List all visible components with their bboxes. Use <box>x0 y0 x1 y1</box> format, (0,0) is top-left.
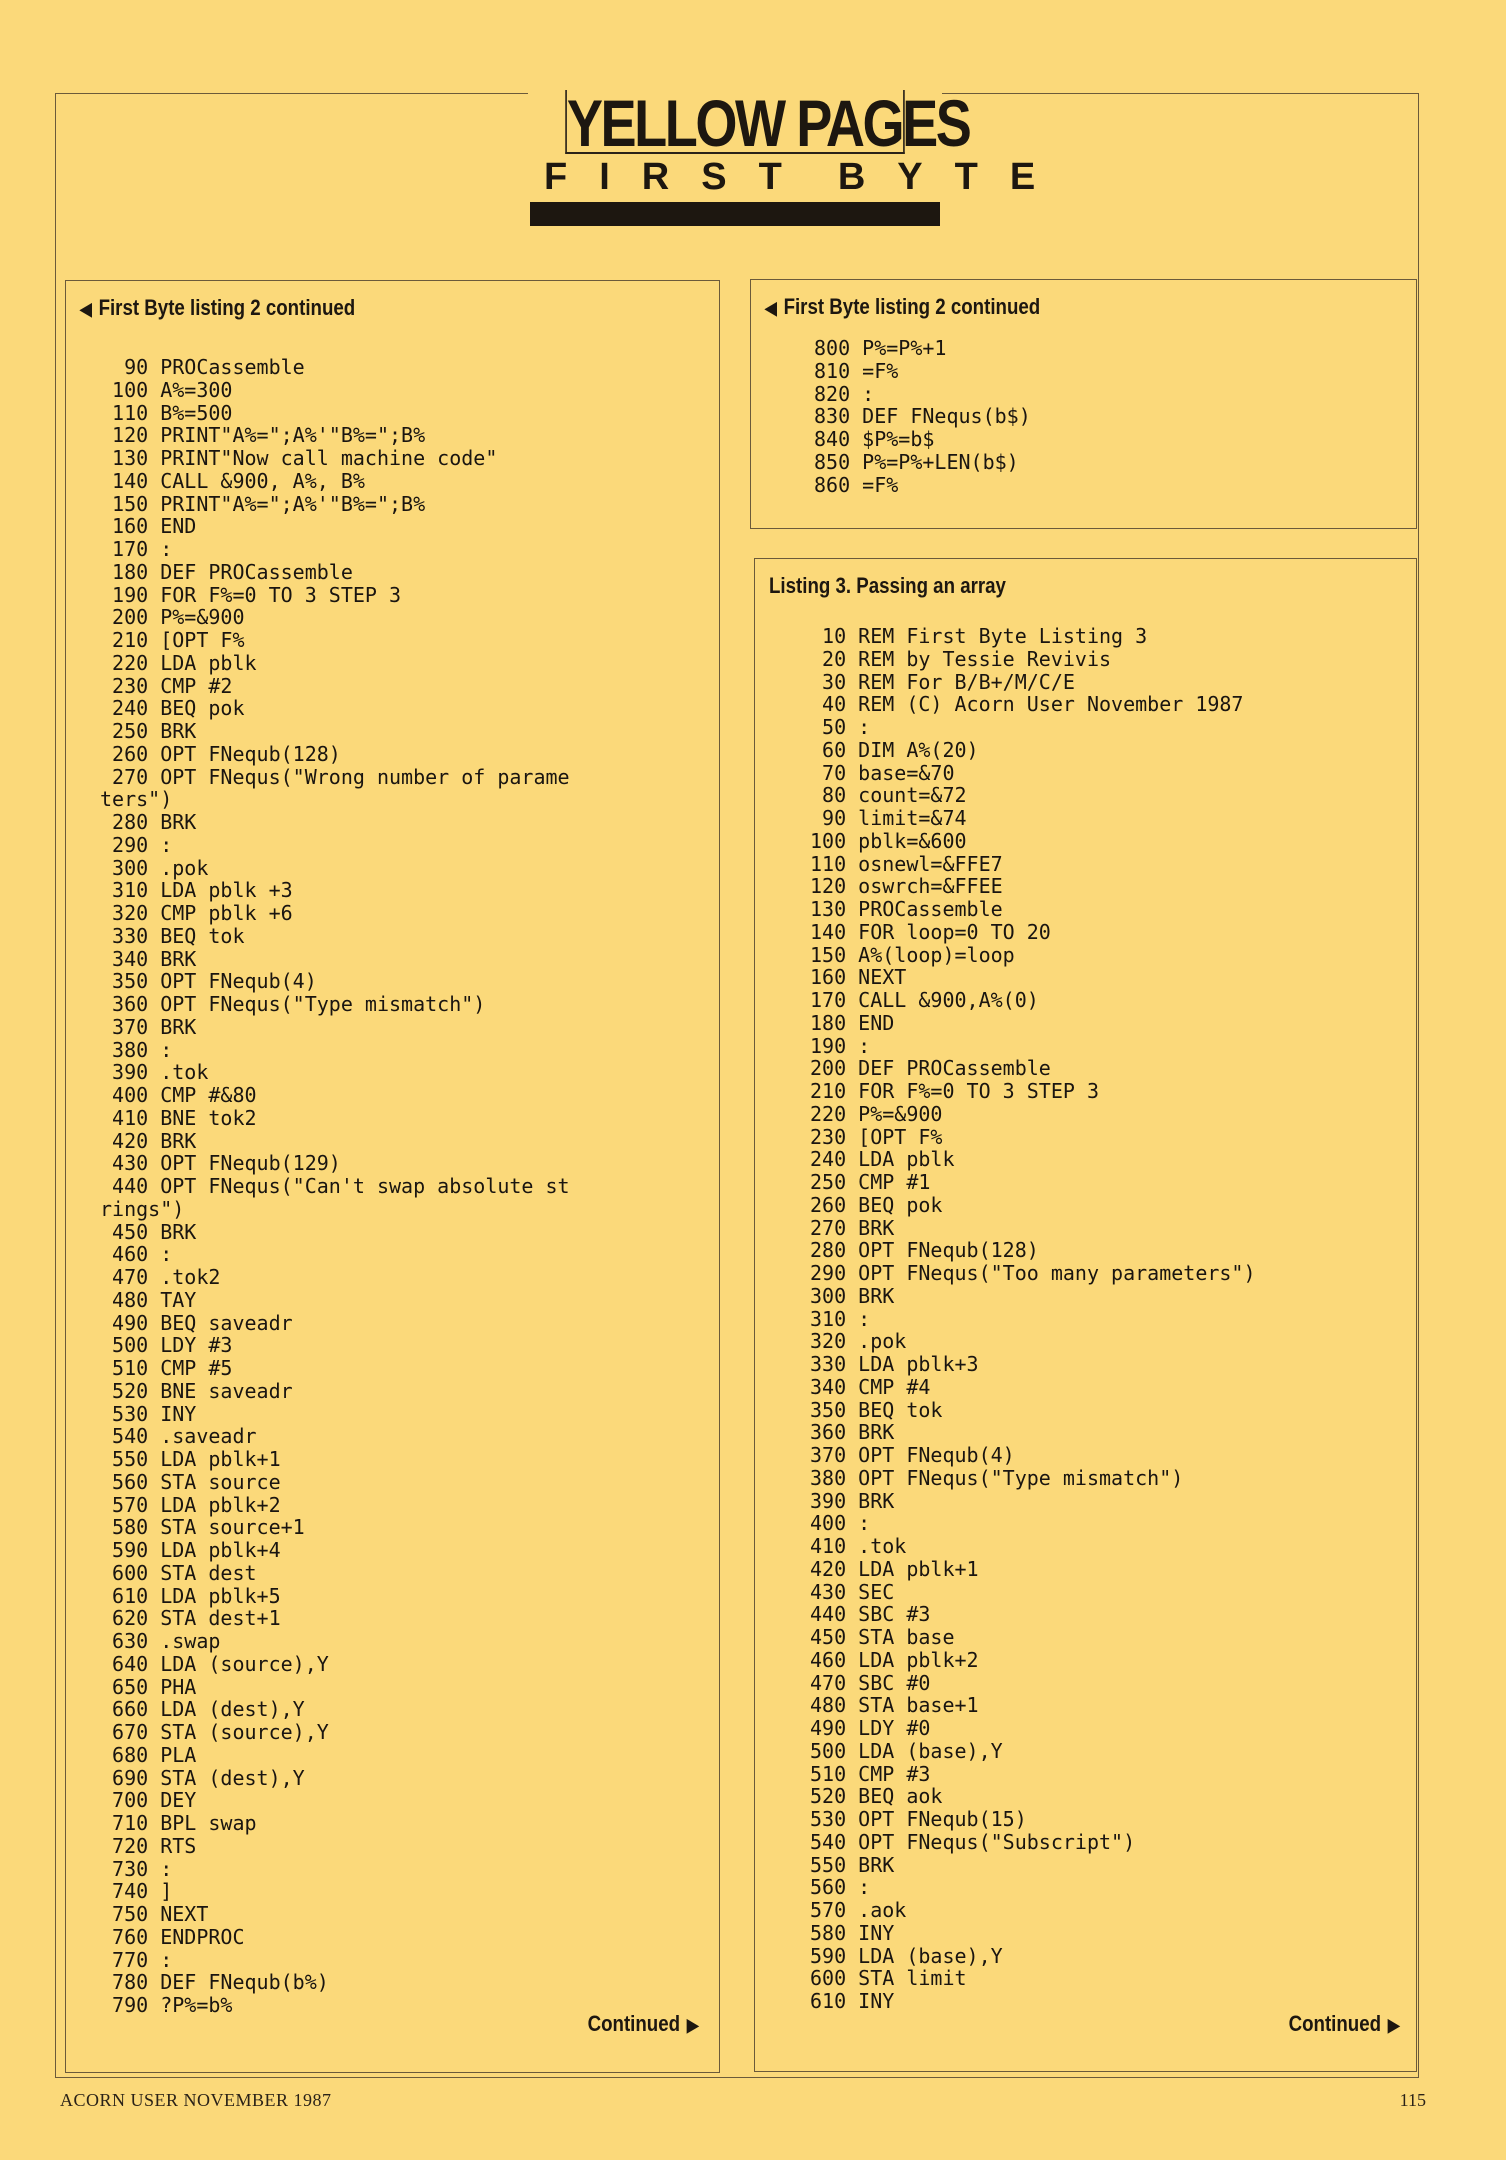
panel-title <box>765 294 1040 320</box>
code-listing: 90 PROCassemble 100 A%=300 110 B%=500 120 PRINT"A%=";A%'"B%=";B% 130 PRINT"Now call machine code" 140 CALL &900, A%, B% 150 PRINT"A%=";A%'"B%=";B% 160 END 170 : 180 DEF PROCassemble 190 FOR F%=0 TO 3 STEP 3 200 P%=&900 210 [OPT F% 220 LDA pblk 230 CMP #2 240 BEQ pok 250 BRK 260 OPT FNequb(128) 270 OPT FNequs("Wrong number of parame ters") 280 BRK 290 : 300 .pok 310 LDA pblk +3 320 CMP pblk +6 330 BEQ tok 340 BRK 350 OPT FNequb(4) 360 OPT FNequs("Type mismatch") 370 BRK 380 : 390 .tok 400 CMP #&80 410 BNE tok2 420 BRK 430 OPT FNequb(129) 440 OPT FNequs("Can't swap absolute st rings") 450 BRK 460 : 470 .tok2 480 TAY 490 BEQ saveadr 500 LDY #3 510 CMP #5 520 BNE saveadr 530 INY 540 .saveadr 550 LDA pblk+1 560 STA source 570 LDA pblk+2 580 STA source+1 590 LDA pblk+4 600 STA dest 610 LDA pblk+5 620 STA dest+1 630 .swap 640 LDA (source),Y 650 PHA 660 LDA (dest),Y 670 STA (source),Y 680 PLA 690 STA (dest),Y 700 DEY 710 BPL swap 720 RTS 730 : 740 ] 750 NEXT 760 ENDPROC 770 : 780 DEF FNequb(b%) 790 ?P%=b% <box>100 355 570 2017</box>
panel-title <box>769 573 1006 599</box>
continued-label <box>1289 2011 1400 2037</box>
listing-panel-left <box>65 280 720 2073</box>
continued-text: Continued <box>1288 2011 1382 2036</box>
subtitle-letter: S <box>701 156 727 198</box>
subtitle-letter: E <box>1009 156 1036 198</box>
masthead-bar <box>530 202 940 226</box>
masthead-subtitle <box>528 156 1036 198</box>
listing-panel-right-bottom <box>754 558 1417 2072</box>
code-listing: 10 REM First Byte Listing 3 20 REM by Tessie Revivis 30 REM For B/B+/M/C/E 40 REM (C) Acorn User November 1987 50 : 60 DIM A%(20) 70 base=&70 80 count=&72 90 limit=&74 100 pblk=&600 110 osnewl=&FFE7 120 oswrch=&FFEE 130 PROCassemble 140 FOR loop=0 TO 20 150 A%(loop)=loop 160 NEXT 170 CALL &900,A%(0) 180 END 190 : 200 DEF PROCassemble 210 FOR F%=0 TO 3 STEP 3 220 P%=&900 230 [OPT F% 240 LDA pblk 250 CMP #1 260 BEQ pok 270 BRK 280 OPT FNequb(128) 290 OPT FNequs("Too many parameters") 300 BRK 310 : 320 .pok 330 LDA pblk+3 340 CMP #4 350 BEQ tok 360 BRK 370 OPT FNequb(4) 380 OPT FNequs("Type mismatch") 390 BRK 400 : 410 .tok 420 LDA pblk+1 430 SEC 440 SBC #3 450 STA base 460 LDA pblk+2 470 SBC #0 480 STA base+1 490 LDY #0 500 LDA (base),Y 510 CMP #3 520 BEQ aok 530 OPT FNequb(15) 540 OPT FNequs("Subscript") 550 BRK 560 : 570 .aok 580 INY 590 LDA (base),Y 600 STA limit 610 INY <box>810 624 1256 2013</box>
panel-title-text: First Byte listing 2 continued <box>98 295 356 320</box>
continued-text: Continued <box>587 2011 681 2036</box>
left-triangle-icon: ◀ <box>765 298 777 318</box>
listing-panel-right-top <box>750 279 1417 529</box>
panel-title-text: First Byte listing 2 continued <box>783 294 1041 319</box>
masthead <box>528 86 1036 235</box>
footer-publication: ACORN USER NOVEMBER 1987 <box>60 2090 332 2110</box>
code-listing: 800 P%=P%+1 810 =F% 820 : 830 DEF FNequs(b$) 840 $P%=b$ 850 P%=P%+LEN(b$) 860 =F% <box>814 336 1031 497</box>
subtitle-letter: F <box>544 156 568 198</box>
panel-title-text: Listing 3. Passing an array <box>769 573 1006 598</box>
right-triangle-icon: ▶ <box>1388 2015 1400 2035</box>
subtitle-letter: B <box>837 156 866 198</box>
continued-label <box>588 2011 699 2037</box>
panel-title <box>80 295 355 321</box>
masthead-title: YELLOW PAGES <box>566 86 970 160</box>
subtitle-letter: T <box>758 156 782 198</box>
subtitle-letter: R <box>641 156 670 198</box>
right-triangle-icon: ▶ <box>687 2015 699 2035</box>
footer-page-number: 115 <box>1399 2090 1426 2110</box>
subtitle-letter: Y <box>897 156 923 198</box>
subtitle-letter: T <box>954 156 978 198</box>
subtitle-letter: I <box>599 156 610 198</box>
left-triangle-icon: ◀ <box>80 299 92 319</box>
